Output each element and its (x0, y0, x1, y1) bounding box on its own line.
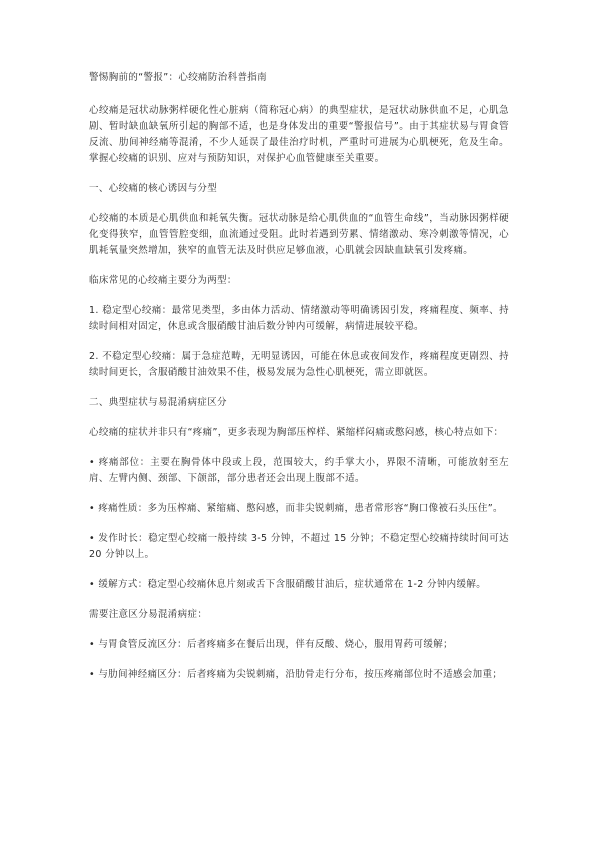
section-heading-symptoms: 二、典型症状与易混淆病症区分 (89, 397, 227, 408)
type-stable-paragraph: 1. 稳定型心绞痛：最常见类型，多由体力活动、情绪激动等明确诱因引发，疼痛程度、频率、持续时间相对固定，休息或含服硝酸甘油后数分钟内可缓解，病情进展较平稳。 (89, 305, 509, 332)
bullet-relief-method: • 缓解方式：稳定型心绞痛休息片刻或舌下含服硝酸甘油后，症状通常在 1-2 分钟内缓解。 (89, 579, 487, 590)
bullet-attack-duration: • 发作时长：稳定型心绞痛一般持续 3-5 分钟，不超过 15 分钟；不稳定型心绞痛持续时间可达 20 分钟以上。 (89, 533, 509, 560)
bullet-gerd-distinction: • 与胃食管反流区分：后者疼痛多在餐后出现，伴有反酸、烧心，服用胃药可缓解； (89, 639, 453, 650)
types-intro-paragraph: 临床常见的心绞痛主要分为两型： (89, 275, 237, 286)
document-page (89, 70, 509, 697)
intro-paragraph: 心绞痛是冠状动脉粥样硬化性心脏病（简称冠心病）的典型症状，是冠状动脉供血不足，心肌急剧、暂时缺血缺氧所引起的胸部不适，也是身体发出的重要“警报信号”。由于其症状易与胃食管反流、肋间神经痛等混淆，不少人延误了最佳治疗时机，严重时可进展为心肌梗死，危及生命。掌握心绞痛的识别、应对与预防知识，对保护心血管健康至关重要。 (89, 105, 509, 164)
bullet-pain-nature: • 疼痛性质：多为压榨痛、紧缩痛、憋闷感，而非尖锐刺痛，患者常形容“胸口像被石头压住”。 (89, 503, 503, 514)
bullet-pain-location: • 疼痛部位：主要在胸骨体中段或上段，范围较大，约手掌大小，界限不清晰，可能放射至左肩、左臂内侧、颈部、下颌部，部分患者还会出现上腹部不适。 (89, 457, 509, 484)
section-heading-causes: 一、心绞痛的核心诱因与分型 (89, 183, 218, 194)
document-title: 警惕胸前的“警报”：心绞痛防治科普指南 (89, 72, 267, 83)
causes-paragraph: 心绞痛的本质是心肌供血和耗氧失衡。冠状动脉是给心肌供血的“血管生命线”，当动脉因粥样硬化变得狭窄，血管管腔变细，血流通过受阻。此时若遇到劳累、情绪激动、寒冷刺激等情况，心肌耗氧量突然增加，狭窄的血管无法及时供应足够血液，心肌就会因缺血缺氧引发疼痛。 (89, 213, 509, 256)
confusion-intro-paragraph: 需要注意区分易混淆病症： (89, 609, 208, 620)
bullet-intercostal-distinction: • 与肋间神经痛区分：后者疼痛为尖锐刺痛，沿肋骨走行分布，按压疼痛部位时不适感会加重； (89, 669, 503, 680)
symptoms-intro-paragraph: 心绞痛的症状并非只有“疼痛”，更多表现为胸部压榨样、紧缩样闷痛或憋闷感，核心特点如下： (89, 427, 504, 438)
type-unstable-paragraph: 2. 不稳定型心绞痛：属于急症范畴，无明显诱因，可能在休息或夜间发作，疼痛程度更剧烈、持续时间更长，含服硝酸甘油效果不佳，极易发展为急性心肌梗死，需立即就医。 (89, 351, 509, 378)
